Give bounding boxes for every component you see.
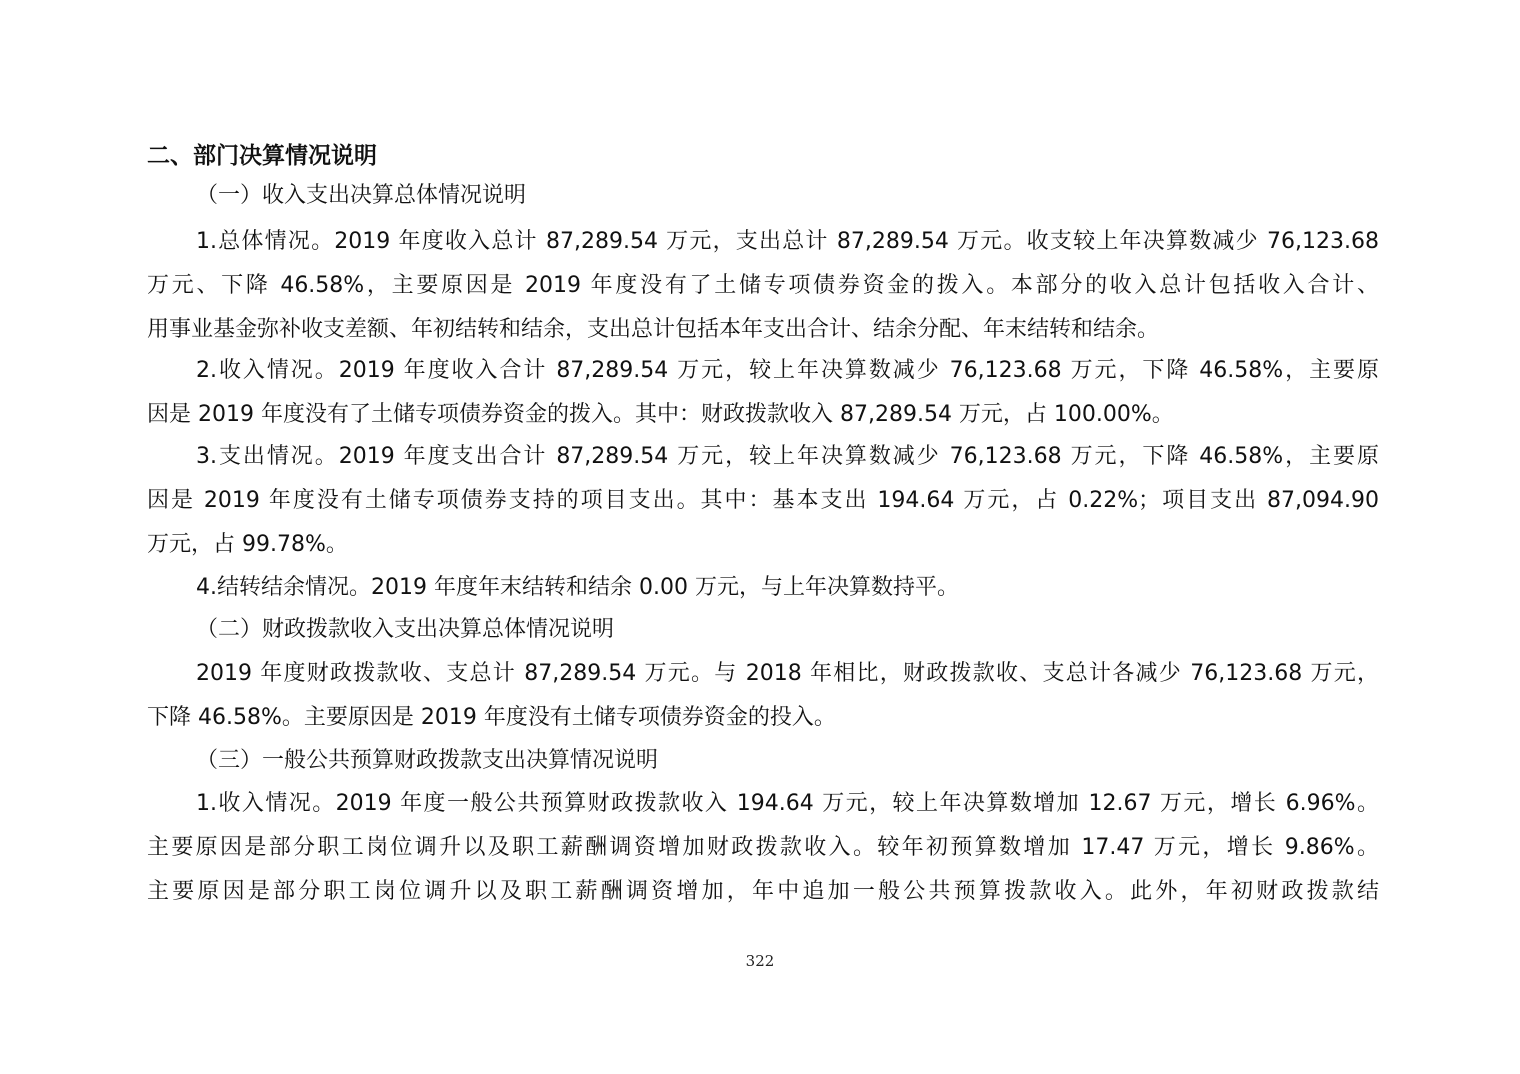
paragraph-line: 4.结转结余情况。2019 年度年末结转和结余 0.00 万元，与上年决算数持平。 [196, 575, 959, 600]
paragraph-line: 万元、下降 46.58%，主要原因是 2019 年度没有了土储专项债券资金的拨入。本部分的收入总计包括收入合计、 [147, 273, 1379, 298]
paragraph-line: 主要原因是部分职工岗位调升以及职工薪酬调资增加，年中追加一般公共预算拨款收入。此外，年初财政拨款结 [147, 879, 1379, 904]
paragraph-line: 下降 46.58%。主要原因是 2019 年度没有土储专项债券资金的投入。 [147, 705, 836, 730]
paragraph-line: 万元，占 99.78%。 [147, 532, 348, 557]
page-number: 322 [745, 952, 775, 970]
paragraph-line: 1.总体情况。2019 年度收入总计 87,289.54 万元，支出总计 87,289.54 万元。收支较上年决算数减少 76,123.68 [196, 229, 1379, 254]
paragraph-line: 用事业基金弥补收支差额、年初结转和结余，支出总计包括本年支出合计、结余分配、年末结转和结余。 [147, 317, 1160, 342]
paragraph-line: 因是 2019 年度没有了土储专项债券资金的拨入。其中：财政拨款收入 87,289.54 万元，占 100.00%。 [147, 402, 1174, 427]
subsection-title-three: （三）一般公共预算财政拨款支出决算情况说明 [196, 748, 659, 773]
paragraph-line: 主要原因是部分职工岗位调升以及职工薪酬调资增加财政拨款收入。较年初预算数增加 17.47 万元，增长 9.86%。 [147, 835, 1379, 860]
paragraph-line: 1.收入情况。2019 年度一般公共预算财政拨款收入 194.64 万元，较上年决算数增加 12.67 万元，增长 6.96%。 [196, 791, 1379, 816]
section-heading: 二、部门决算情况说明 [147, 143, 377, 169]
paragraph-line: 2019 年度财政拨款收、支总计 87,289.54 万元。与 2018 年相比，财政拨款收、支总计各减少 76,123.68 万元， [196, 661, 1379, 686]
paragraph-line: 因是 2019 年度没有土储专项债券支持的项目支出。其中：基本支出 194.64 万元，占 0.22%；项目支出 87,094.90 [147, 488, 1379, 513]
subsection-title-one: （一）收入支出决算总体情况说明 [196, 183, 527, 208]
subsection-title-two: （二）财政拨款收入支出决算总体情况说明 [196, 617, 615, 642]
paragraph-line: 2.收入情况。2019 年度收入合计 87,289.54 万元，较上年决算数减少 76,123.68 万元，下降 46.58%，主要原 [196, 358, 1379, 383]
paragraph-line: 3.支出情况。2019 年度支出合计 87,289.54 万元，较上年决算数减少 76,123.68 万元，下降 46.58%，主要原 [196, 444, 1379, 469]
